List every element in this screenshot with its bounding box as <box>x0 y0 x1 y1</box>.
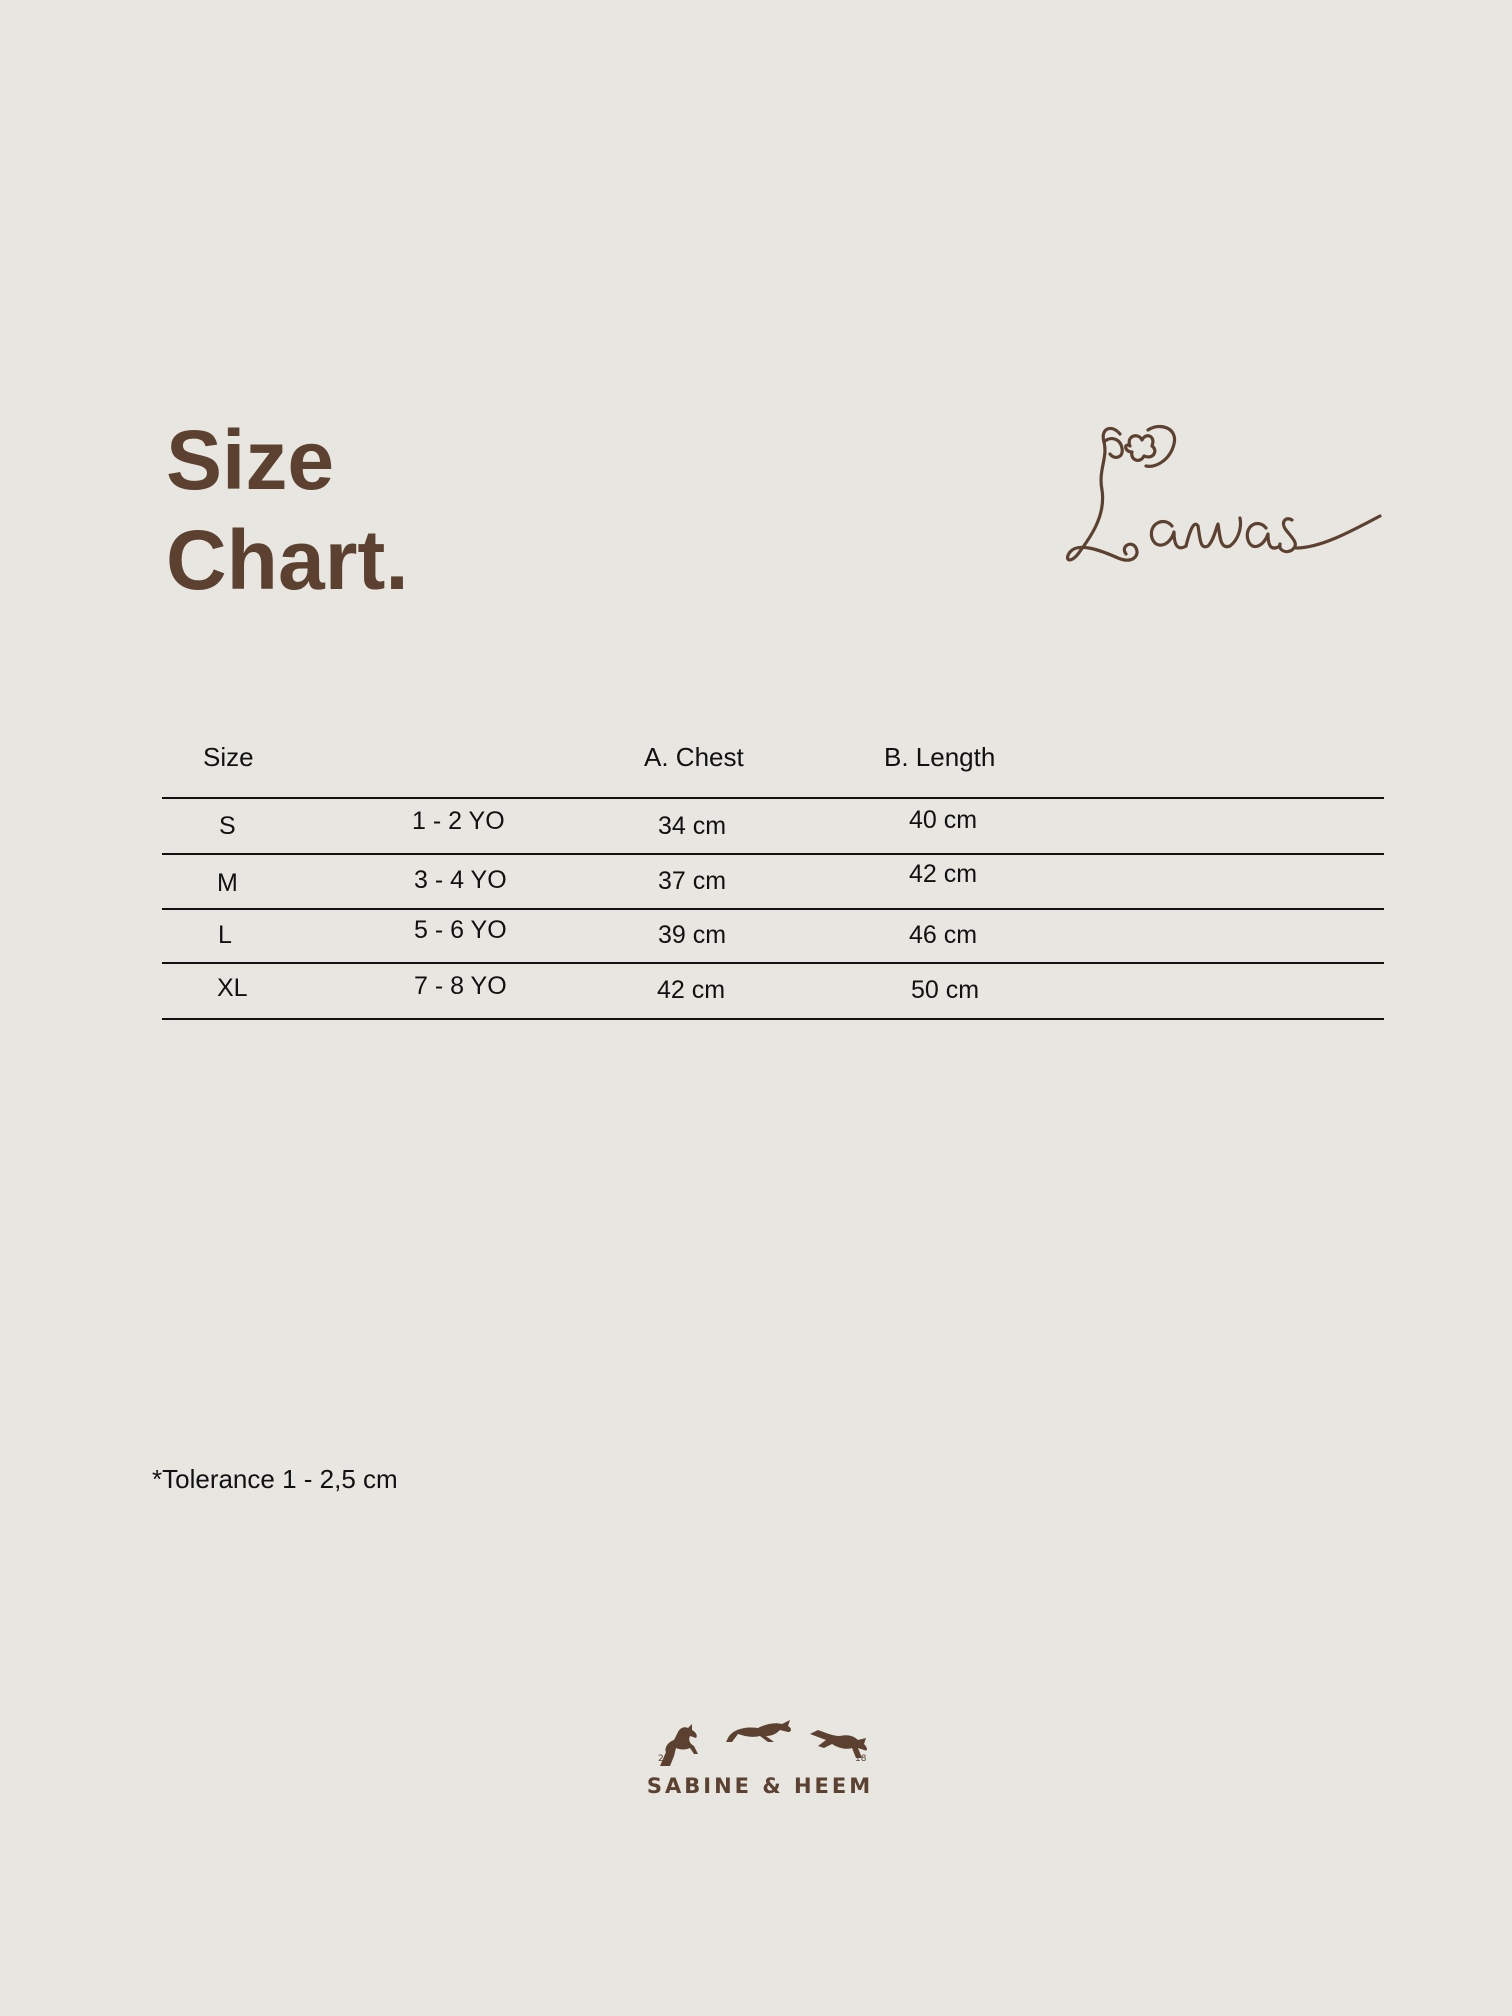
cell-chest: 34 cm <box>658 812 727 840</box>
header-chest: A. Chest <box>644 742 744 772</box>
tolerance-note: *Tolerance 1 - 2,5 cm <box>152 1464 398 1494</box>
table-rule <box>162 962 1384 964</box>
page-title <box>166 410 409 610</box>
cell-chest: 42 cm <box>657 976 726 1004</box>
brand-logo <box>640 1708 880 1808</box>
horses-icon <box>640 1708 880 1774</box>
cell-size: L <box>218 921 232 949</box>
cell-size: XL <box>217 974 248 1002</box>
table-rule-bottom <box>162 1018 1384 1020</box>
table-rule-top <box>162 797 1384 799</box>
title-line-1: Size <box>166 413 335 507</box>
cell-chest: 37 cm <box>658 867 727 895</box>
cell-length: 42 cm <box>909 860 978 888</box>
logo-wordmark: SABINE & HEEM <box>646 1774 874 1798</box>
cell-chest: 39 cm <box>658 921 727 949</box>
title-line-2: Chart. <box>166 513 409 607</box>
cell-age: 5 - 6 YO <box>414 916 507 944</box>
cell-age: 1 - 2 YO <box>412 807 505 835</box>
cell-age: 7 - 8 YO <box>414 972 507 1000</box>
table-rule <box>162 908 1384 910</box>
cell-age: 3 - 4 YO <box>414 866 507 894</box>
cell-size: S <box>219 812 236 840</box>
header-size: Size <box>203 742 254 772</box>
cell-length: 40 cm <box>909 806 978 834</box>
size-table <box>162 730 1384 1020</box>
cell-length: 46 cm <box>909 921 978 949</box>
header-length: B. Length <box>884 742 996 772</box>
logo-year-left: 20 <box>658 1754 670 1764</box>
brand-signature-logo <box>1060 420 1400 580</box>
table-rule <box>162 853 1384 855</box>
cell-size: M <box>217 869 238 897</box>
logo-year-right: 18 <box>855 1754 867 1764</box>
cell-length: 50 cm <box>911 976 980 1004</box>
